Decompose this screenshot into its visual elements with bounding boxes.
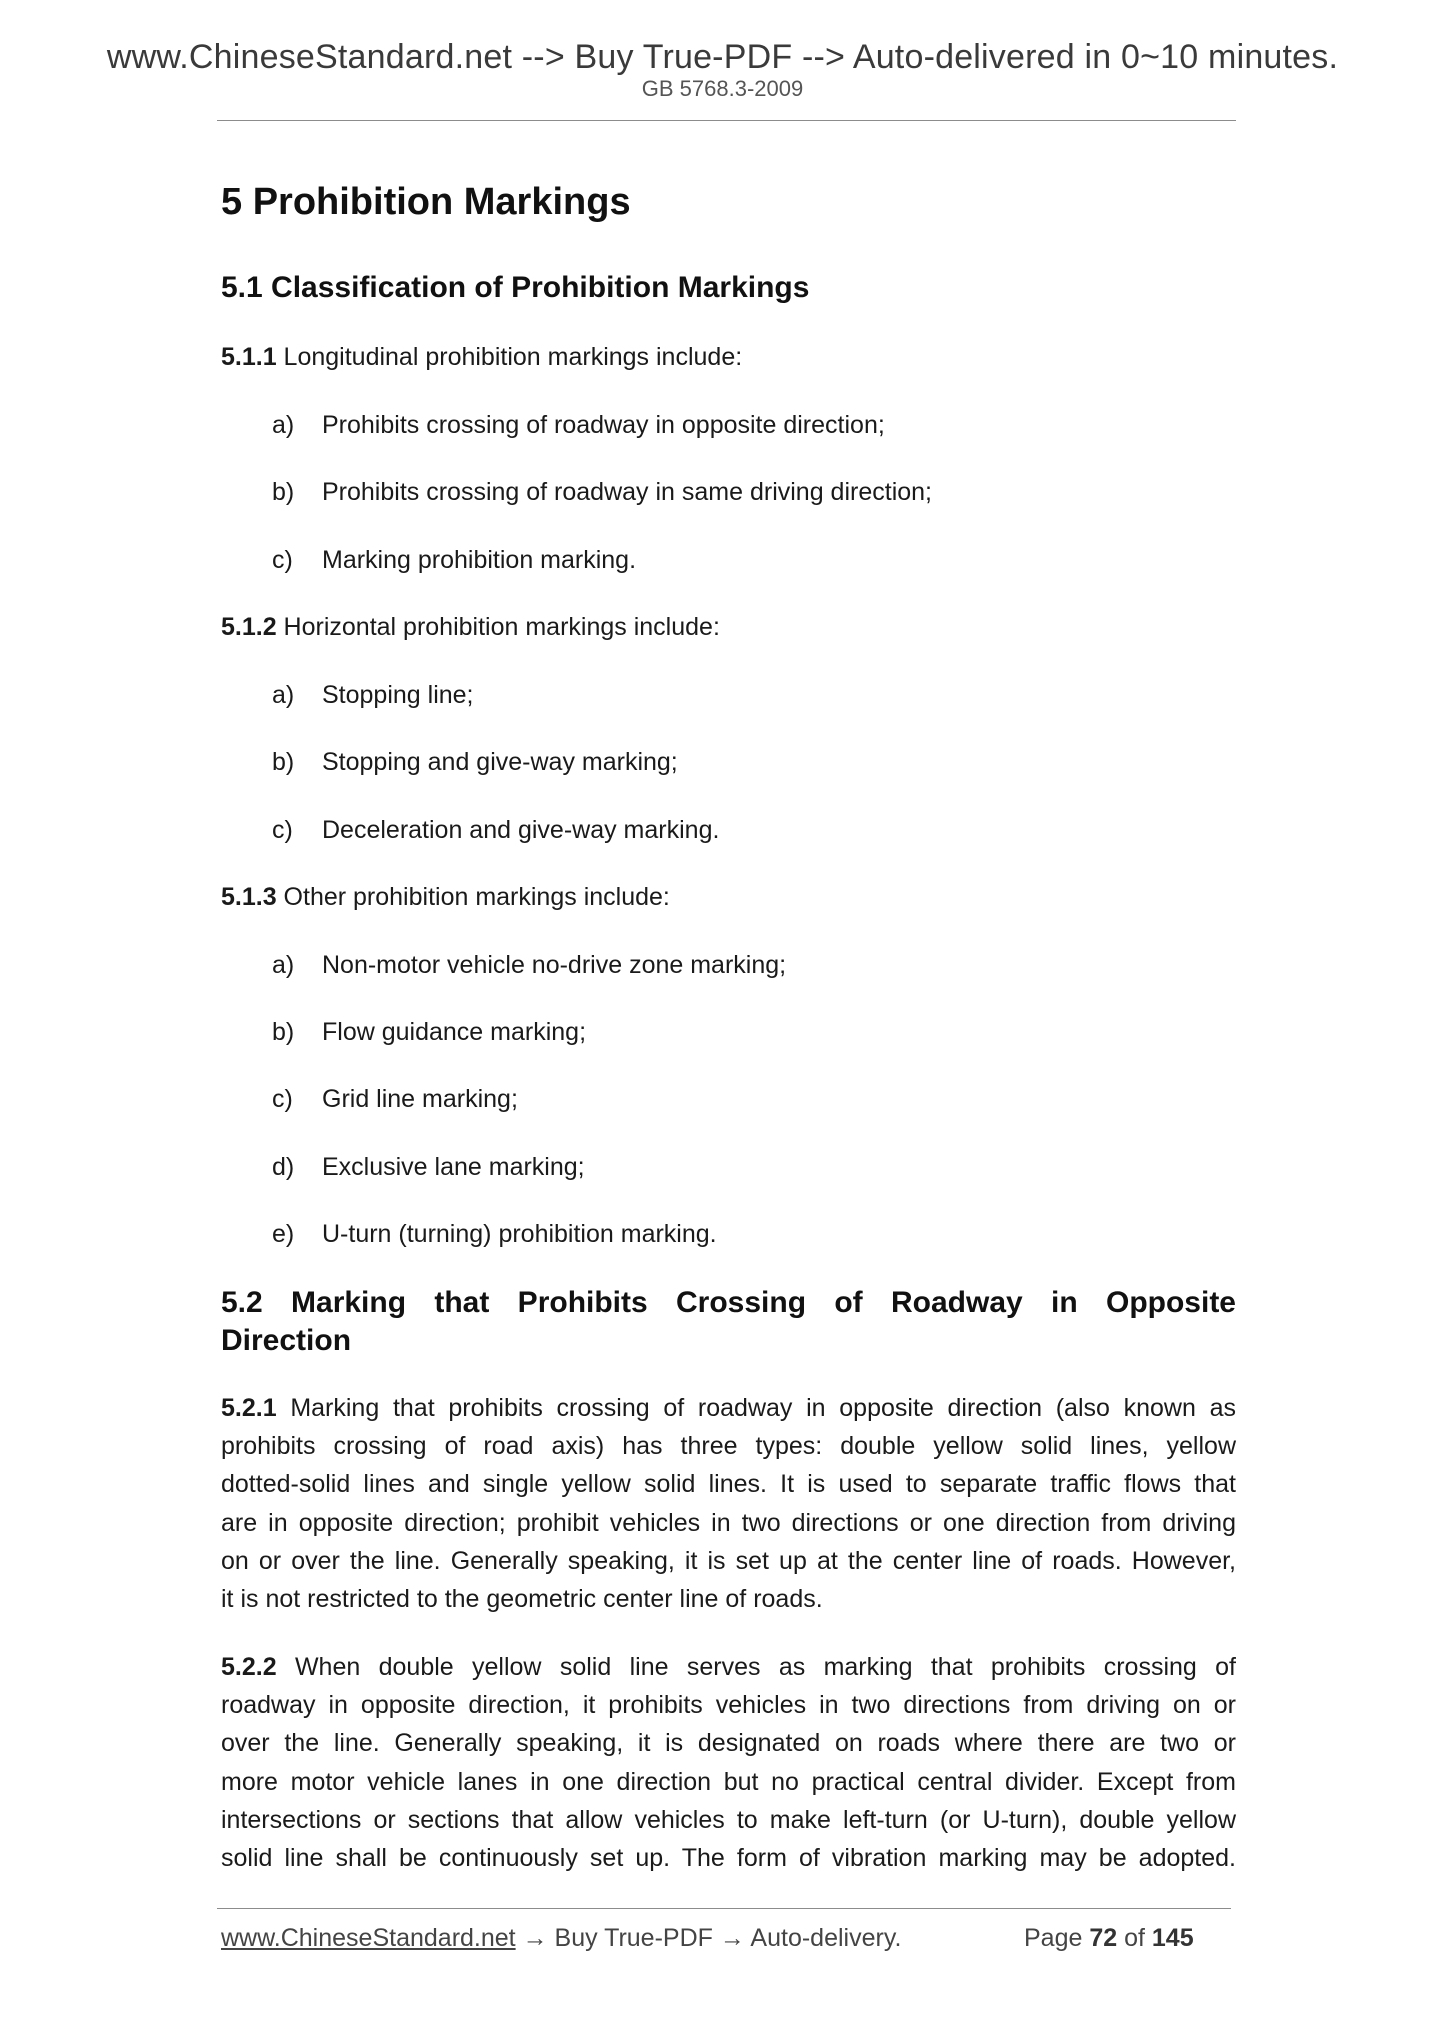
list-marker: b) [272,1018,295,1046]
clause-text: Horizontal prohibition markings include: [276,613,720,641]
page-indicator [1024,1924,1194,1953]
list-marker: c) [272,816,293,844]
list-item-text: Marking prohibition marking. [322,546,637,574]
footer-site-link[interactable]: www.ChineseStandard.net [221,1924,516,1952]
paragraph-line-text: When double yellow solid line serves as marking that prohibits crossing of [276,1653,1236,1681]
list-item-text: Stopping line; [322,681,474,709]
section-5-title: 5 Prohibition Markings [221,181,631,223]
list-item [272,478,932,507]
clause-5-2-1 [221,1389,1236,1618]
list-item [272,411,885,440]
paragraph-line: dotted-solid lines and single yellow solid lines. It is used to separate traffic flows that [221,1470,1236,1499]
section-5-1-title: 5.1 Classification of Prohibition Markings [221,271,810,304]
clause-5-2-2 [221,1648,1236,1877]
list-item [272,1220,717,1249]
list-item-text: Deceleration and give-way marking. [322,816,720,844]
footer-buy-text: Buy True-PDF [554,1924,713,1952]
header-banner: www.ChineseStandard.net --> Buy True-PDF --> Auto-delivered in 0~10 minutes. [106,38,1339,76]
list-item [272,1018,586,1047]
clause-number: 5.1.3 [221,883,277,911]
list-marker: b) [272,478,295,506]
list-item-text: Prohibits crossing of roadway in opposite direction; [322,411,885,439]
list-marker: a) [272,411,295,439]
list-marker: b) [272,748,295,776]
page-label: Page [1024,1924,1090,1952]
paragraph-line [221,1648,1236,1686]
clause-text: Longitudinal prohibition markings include: [276,343,743,371]
list-item [272,1085,518,1114]
paragraph-line: intersections or sections that allow vehicles to make left-turn (or U-turn), double yellow [221,1805,1236,1834]
list-item-text: Exclusive lane marking; [322,1153,585,1181]
list-item [272,1153,585,1182]
list-item-text: U-turn (turning) prohibition marking. [322,1220,717,1248]
list-marker: e) [272,1220,295,1248]
list-item [272,681,474,710]
paragraph-line: on or over the line. Generally speaking, it is set up at the center line of roads. However, [221,1546,1236,1575]
section-5-2-title [221,1284,1236,1360]
footer-divider [217,1908,1231,1909]
list-marker: d) [272,1153,295,1181]
clause-text: Other prohibition markings include: [276,883,670,911]
list-item [272,951,786,980]
page-number: 72 [1089,1924,1118,1952]
paragraph-line: prohibits crossing of road axis) has three types: double yellow solid lines, yellow [221,1432,1236,1461]
paragraph-line: over the line. Generally speaking, it is designated on roads where there are two or [221,1729,1236,1758]
list-item-text: Flow guidance marking; [322,1018,587,1046]
list-item-text: Prohibits crossing of roadway in same driving direction; [322,478,932,506]
paragraph-line: it is not restricted to the geometric center line of roads. [221,1585,823,1614]
paragraph-line [221,1389,1236,1427]
arrow-right-icon: → [515,1924,555,1952]
list-item [272,748,678,777]
list-item [272,816,719,845]
paragraph-line: solid line shall be continuously set up. The form of vibration marking may be adopted. [221,1844,1236,1873]
paragraph-line: more motor vehicle lanes in one direction but no practical central divider. Except from [221,1767,1236,1796]
list-marker: c) [272,546,293,574]
paragraph-line-text: Marking that prohibits crossing of roadway in opposite direction (also known as [276,1394,1236,1422]
clause-5-1-2 [221,613,720,642]
list-item-text: Grid line marking; [322,1085,518,1113]
clause-number: 5.2.1 [221,1394,277,1422]
clause-5-1-1 [221,343,742,372]
clause-number: 5.1.2 [221,613,277,641]
arrow-right-icon: → [712,1924,751,1952]
clause-number: 5.2.2 [221,1653,277,1681]
list-marker: c) [272,1085,293,1113]
list-marker: a) [272,951,295,979]
list-item [272,546,636,575]
paragraph-line: roadway in opposite direction, it prohibits vehicles in two directions from driving on or [221,1691,1236,1720]
section-5-2-title-line-2: Direction [221,1324,352,1357]
header-divider [217,120,1236,121]
list-marker: a) [272,681,295,709]
section-5-2-title-line-1: 5.2 Marking that Prohibits Crossing of Roadway in Opposite [221,1286,1236,1319]
total-pages: 145 [1151,1924,1194,1952]
footer-left [221,1924,901,1953]
of-label: of [1117,1924,1152,1952]
list-item-text: Stopping and give-way marking; [322,748,678,776]
document-code: GB 5768.3-2009 [641,76,804,101]
list-item-text: Non-motor vehicle no-drive zone marking; [322,951,787,979]
clause-number: 5.1.1 [221,343,277,371]
clause-5-1-3 [221,883,670,912]
paragraph-line: are in opposite direction; prohibit vehicles in two directions or one direction from driving [221,1508,1236,1537]
footer-delivery-text: Auto-delivery. [750,1924,902,1952]
